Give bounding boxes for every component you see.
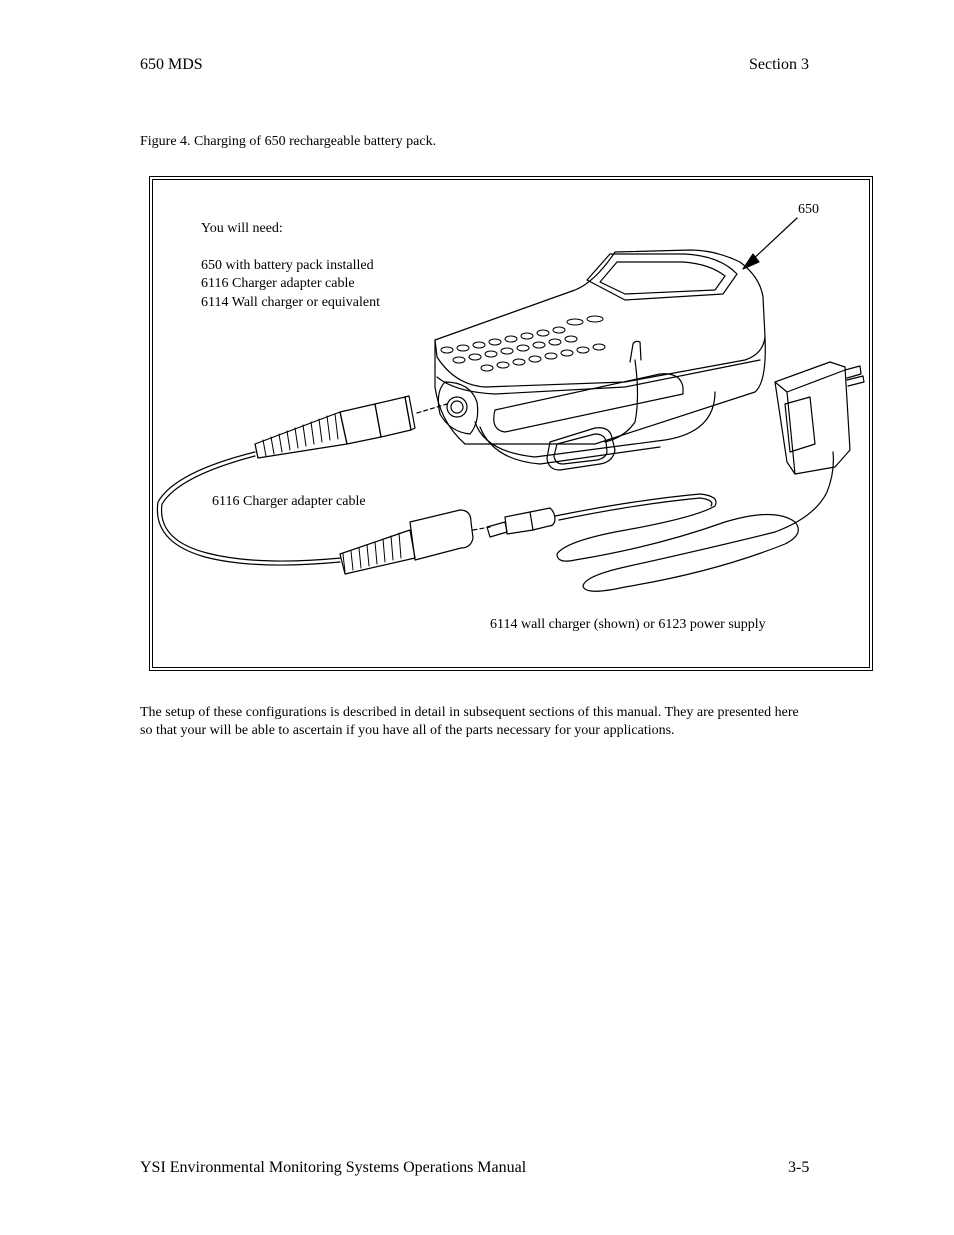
adapter-cable-6116 xyxy=(157,396,490,574)
instrument-650 xyxy=(435,250,765,470)
callout-650-label: 650 xyxy=(798,202,819,217)
charger-label: 6114 wall charger (shown) or 6123 power supply xyxy=(490,617,766,632)
wall-charger-6114 xyxy=(487,362,864,591)
body-paragraph-text: The setup of these configurations is described in detail in subsequent sections of this manual. They are presented here so that your will be able to ascertain if you have all of the parts necessary for your applications. xyxy=(140,705,799,738)
cable-label: 6116 Charger adapter cable xyxy=(212,494,366,509)
footer-page-number: 3-5 xyxy=(788,1159,810,1176)
needs-item: 650 with battery pack installed xyxy=(201,258,374,273)
needs-title: You will need: xyxy=(201,221,283,236)
callout-arrow xyxy=(743,218,797,269)
header-right: Section 3 xyxy=(749,56,809,73)
needs-item: 6114 Wall charger or equivalent xyxy=(201,295,380,310)
body-paragraph xyxy=(140,704,810,740)
figure-caption: Figure 4. Charging of 650 rechargeable battery pack. xyxy=(140,134,437,149)
header-left: 650 MDS xyxy=(140,56,203,73)
footer-left: YSI Environmental Monitoring Systems Operations Manual xyxy=(140,1159,527,1176)
charging-illustration xyxy=(155,182,865,663)
needs-item: 6116 Charger adapter cable xyxy=(201,276,355,291)
